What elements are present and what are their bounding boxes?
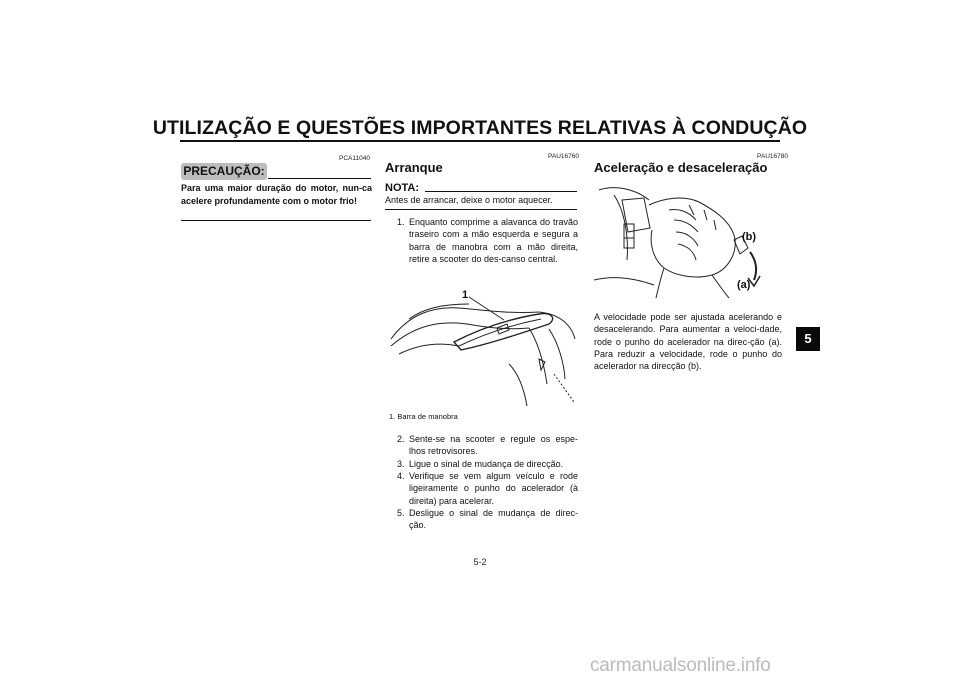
step-number: 1. [397,217,405,227]
throttle-figure [594,180,784,300]
direction-label-b: (b) [742,231,757,243]
accel-code: PAU16780 [757,153,788,160]
caution-rule [268,178,371,179]
watermark: carmanualsonline.info [590,655,771,676]
step-text: Verifique se vem algum veículo e rode ligeiramente o punho do acelerador (à direita) para acelerar. [409,471,578,506]
start-heading: Arranque [385,160,443,175]
page-number: 5-2 [473,557,487,567]
note-label: NOTA: [385,182,420,194]
throttle-hand-illustration [594,180,784,300]
caution-text: Para uma maior duração do motor, nun-ca acelere profundamente com o motor frio! [181,183,372,206]
step-number: 4. [397,471,405,481]
note-end-rule [385,209,577,210]
step-text: Sente-se na scooter e regule os espe-lhos retrovisores. [409,434,578,457]
accel-paragraph: A velocidade pode ser ajustada acelerando e desacelerando. Para aumentar a veloci-dade, rode o punho do acelerador na direc-ção (a). Para reduzir a velocidade, rode o punho do acelerador na direcção (b). [594,312,782,372]
step-text: Ligue o sinal de mudança de direcção. [409,459,564,469]
step-number: 2. [397,434,405,444]
step-text: Desligue o sinal de mudança de direc-ção. [409,508,578,531]
step-3 [397,458,578,470]
grab-bar-figure [389,284,579,409]
accel-heading: Aceleração e desaceleração [594,160,768,175]
step-number: 5. [397,508,405,518]
direction-label-a: (a) [737,279,751,291]
step-4 [397,470,578,507]
step-1 [397,216,578,265]
note-text: Antes de arrancar, deixe o motor aquecer. [385,195,553,205]
caution-end-rule [181,220,371,221]
step-5 [397,507,578,532]
title-rule [180,140,780,142]
figure-caption: 1. Barra de manobra [389,412,458,421]
note-rule [425,191,577,192]
step-text: Enquanto comprime a alavanca do travão traseiro com a mão esquerda e segura a barra de manobra com a mão direita, retire a scooter do des-canso central. [409,217,578,264]
caution-code: PCA11040 [339,155,370,162]
start-code: PAU16760 [548,153,579,160]
chapter-tab: 5 [796,327,820,351]
step-2 [397,433,578,458]
step-number: 3. [397,459,405,469]
scooter-rear-illustration [389,284,579,409]
caution-badge: PRECAUÇÃO: [181,163,267,180]
figure-callout: 1 [462,289,469,301]
page-title: UTILIZAÇÃO E QUESTÕES IMPORTANTES RELATIVAS À CONDUÇÃO [152,117,808,139]
